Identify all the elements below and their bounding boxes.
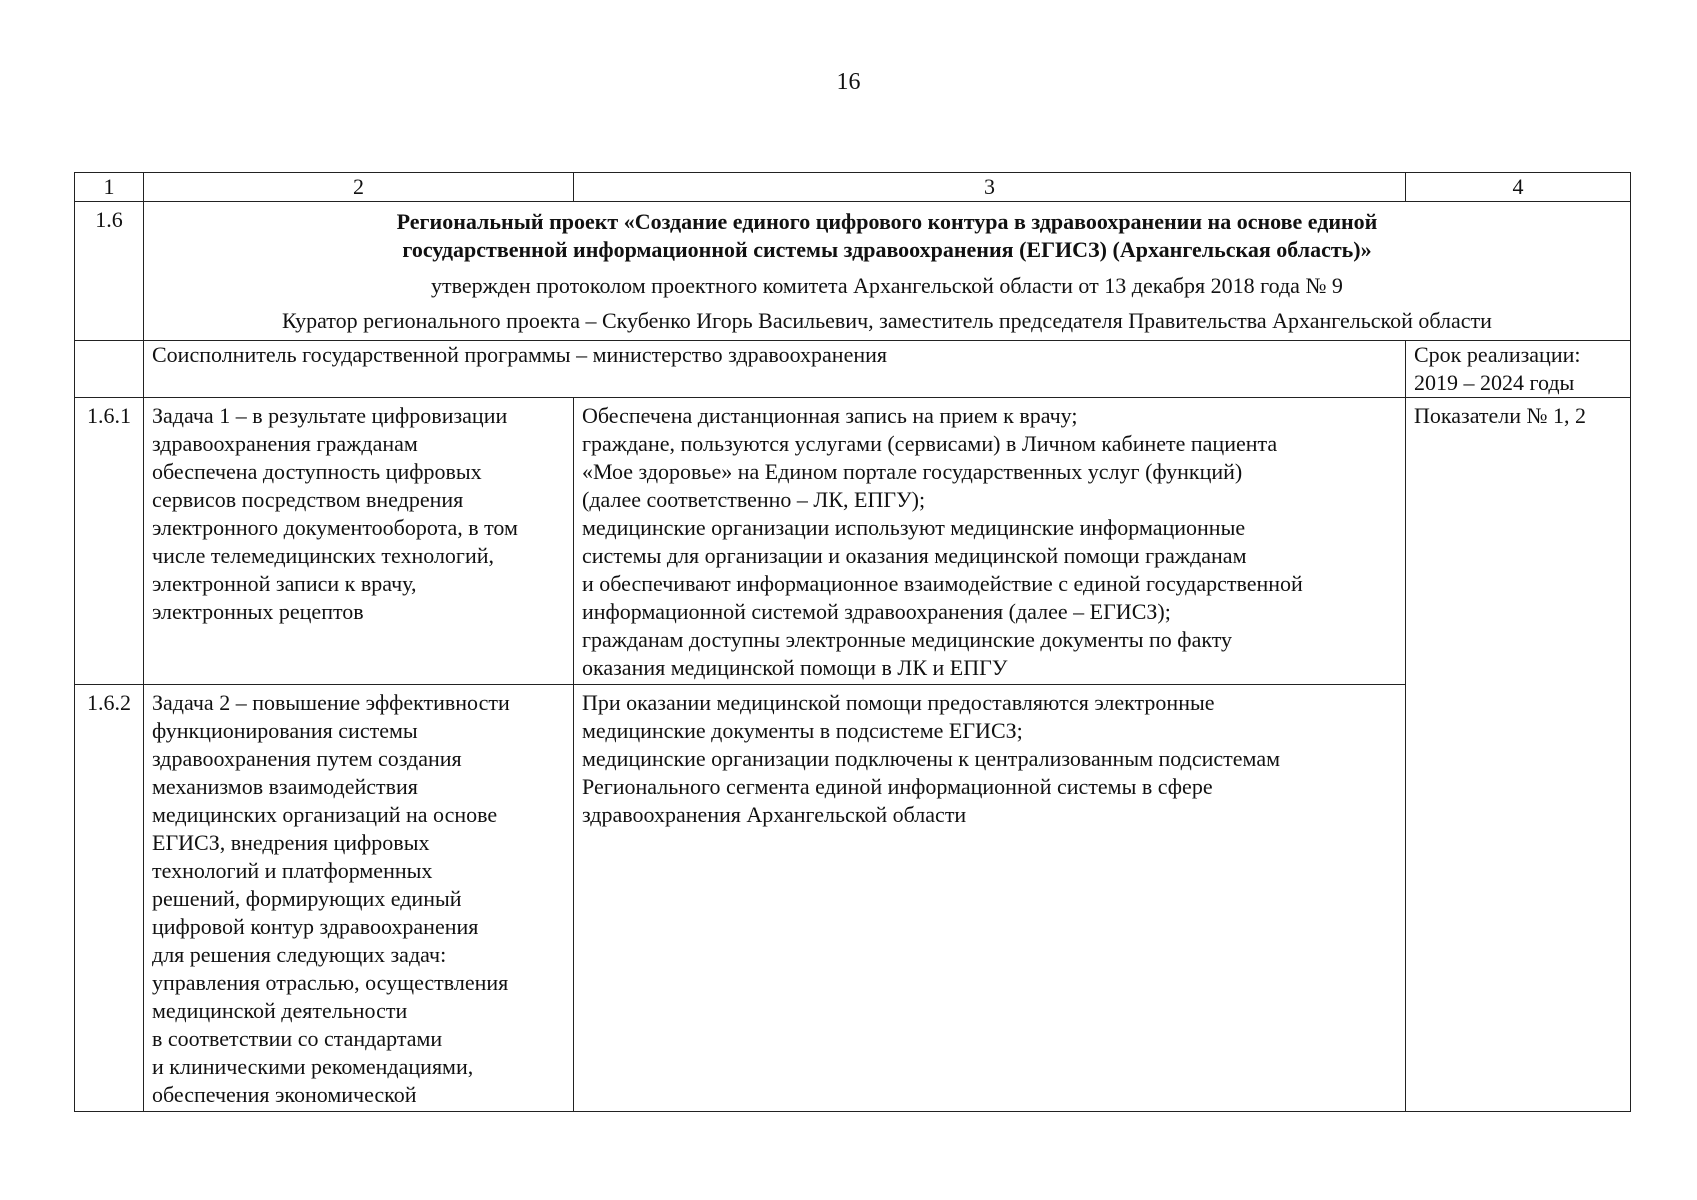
result-line: оказания медицинской помощи в ЛК и ЕПГУ: [582, 655, 1008, 680]
column-number-2: 2: [144, 173, 574, 202]
result-line: (далее соответственно – ЛК, ЕПГУ);: [582, 487, 926, 512]
task-description: [144, 685, 574, 1112]
coexecutor-row: [75, 341, 1631, 398]
task-line: цифровой контур здравоохранения: [152, 914, 479, 939]
task-line: технологий и платформенных: [152, 858, 433, 883]
program-table: [74, 172, 1631, 1112]
task-line: Задача 2 – повышение эффективности: [152, 690, 510, 715]
result-line: здравоохранения Архангельской области: [582, 802, 967, 827]
coexecutor-number-empty: [75, 341, 144, 398]
result-line: граждане, пользуются услугами (сервисами) в Личном кабинете пациента: [582, 431, 1278, 456]
task-line: и клиническими рекомендациями,: [152, 1054, 474, 1079]
task-line: обеспечена доступность цифровых: [152, 459, 482, 484]
result-line: Обеспечена дистанционная запись на прием к врачу;: [582, 403, 1078, 428]
task-line: Задача 1 – в результате цифровизации: [152, 403, 508, 428]
term-line: 2019 – 2024 годы: [1414, 370, 1575, 395]
task-line: сервисов посредством внедрения: [152, 487, 464, 512]
column-number-1: 1: [75, 173, 144, 202]
project-info: [144, 202, 1631, 341]
task-line: в соответствии со стандартами: [152, 1026, 443, 1051]
task-line: решений, формирующих единый: [152, 886, 462, 911]
task-number: 1.6.1: [75, 398, 144, 685]
project-title: [152, 208, 1622, 264]
result-line: медицинские организации используют медицинские информационные: [582, 515, 1246, 540]
result-line: При оказании медицинской помощи предоставляются электронные: [582, 690, 1215, 715]
page-number: 16: [836, 69, 861, 95]
column-number-row: [75, 173, 1631, 202]
task-line: медицинской деятельности: [152, 998, 408, 1023]
task-line: для решения следующих задач:: [152, 942, 447, 967]
expected-results: [574, 398, 1406, 685]
result-line: Регионального сегмента единой информационной системы в сфере: [582, 774, 1213, 799]
task-line: механизмов взаимодействия: [152, 774, 418, 799]
task-line: ЕГИСЗ, внедрения цифровых: [152, 830, 430, 855]
term-line: Срок реализации:: [1414, 342, 1581, 367]
task-row-1: [75, 398, 1631, 685]
task-line: электронной записи к врачу,: [152, 571, 417, 596]
task-line: числе телемедицинских технологий,: [152, 543, 494, 568]
result-line: «Мое здоровье» на Едином портале государственных услуг (функций): [582, 459, 1243, 484]
task-line: медицинских организаций на основе: [152, 802, 498, 827]
project-approval: утвержден протоколом проектного комитета Архангельской области от 13 декабря 2018 года № 9: [431, 273, 1343, 298]
project-title-line: Региональный проект «Создание единого цифрового контура в здравоохранении на основе единой: [396, 209, 1378, 234]
task-line: обеспечения экономической: [152, 1082, 417, 1107]
indicators: Показатели № 1, 2: [1406, 398, 1631, 1112]
column-number-4: 4: [1406, 173, 1631, 202]
project-row: [75, 202, 1631, 341]
project-title-line: государственной информационной системы здравоохранения (ЕГИСЗ) (Архангельская область)»: [402, 237, 1372, 262]
task-row-2: [75, 685, 1631, 1112]
coexecutor-text: Соисполнитель государственной программы – министерство здравоохранения: [144, 341, 1406, 398]
result-line: информационной системой здравоохранения (далее – ЕГИСЗ);: [582, 599, 1171, 624]
task-line: функционирования системы: [152, 718, 418, 743]
task-number: 1.6.2: [75, 685, 144, 1112]
task-line: электронных рецептов: [152, 599, 364, 624]
task-line: электронного документооборота, в том: [152, 515, 518, 540]
task-line: здравоохранения путем создания: [152, 746, 462, 771]
task-line: управления отраслью, осуществления: [152, 970, 509, 995]
expected-results: [574, 685, 1406, 1112]
project-curator: Куратор регионального проекта – Скубенко Игорь Васильевич, заместитель председателя Правительства Архангельской области: [282, 308, 1492, 333]
result-line: медицинские организации подключены к централизованным подсистемам: [582, 746, 1281, 771]
implementation-term: [1406, 341, 1631, 398]
result-line: медицинские документы в подсистеме ЕГИСЗ;: [582, 718, 1023, 743]
result-line: системы для организации и оказания медицинской помощи гражданам: [582, 543, 1247, 568]
task-description: [144, 398, 574, 685]
task-line: здравоохранения гражданам: [152, 431, 418, 456]
result-line: гражданам доступны электронные медицинские документы по факту: [582, 627, 1233, 652]
result-line: и обеспечивают информационное взаимодействие с единой государственной: [582, 571, 1303, 596]
project-number: 1.6: [75, 202, 144, 341]
column-number-3: 3: [574, 173, 1406, 202]
